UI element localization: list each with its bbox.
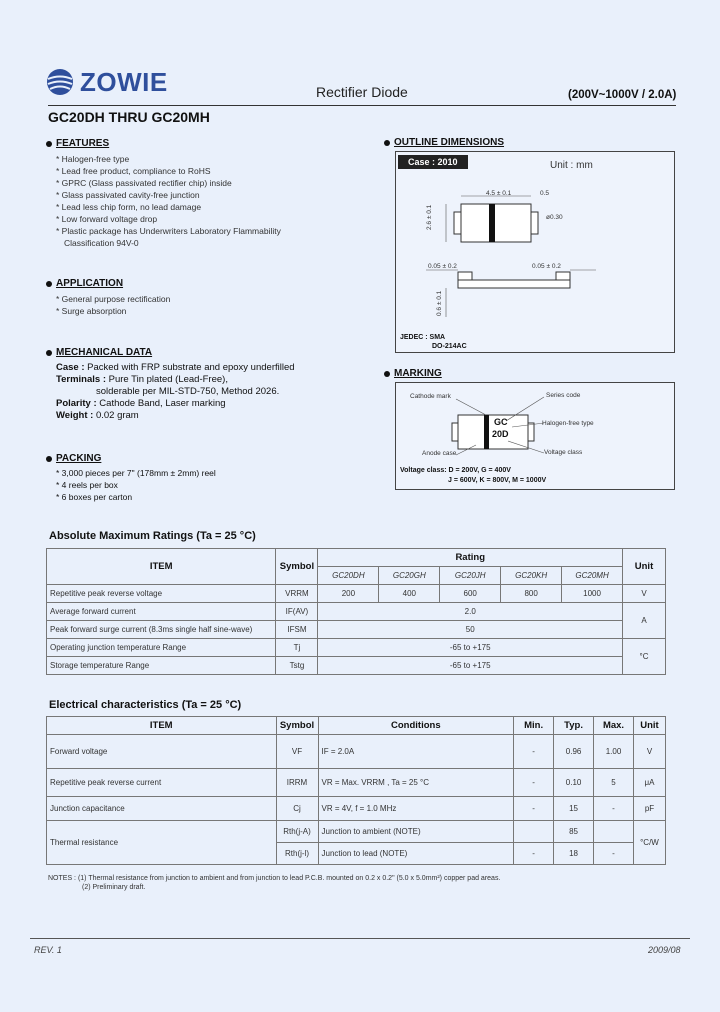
- cell-min: [514, 821, 554, 843]
- cell-conditions: VR = Max. VRRM , Ta = 25 °C: [318, 769, 514, 797]
- list-item: * Lead free product, compliance to RoHS: [56, 166, 211, 176]
- col-item: ITEM: [47, 717, 277, 735]
- table-row: [47, 639, 666, 657]
- elec-title: Electrical characteristics (Ta = 25 °C): [49, 699, 242, 711]
- page-title: GC20DH THRU GC20MH: [48, 109, 210, 125]
- cell-max: 5: [594, 769, 634, 797]
- list-item: * Surge absorption: [56, 306, 127, 316]
- zowie-logo-icon: [46, 68, 74, 96]
- cell-max: -: [594, 843, 634, 865]
- model-label: GC20DH: [318, 567, 379, 585]
- cell-value: 1000: [562, 585, 623, 603]
- cell-symbol: VRRM: [276, 585, 318, 603]
- abs-max-table: [46, 548, 666, 675]
- col-unit: Unit: [633, 717, 665, 735]
- col-max: Max.: [594, 717, 634, 735]
- cell-symbol: VF: [276, 735, 318, 769]
- document-type: Rectifier Diode: [316, 84, 408, 100]
- cell-unit: °C/W: [633, 821, 665, 865]
- section-bullet: [46, 350, 52, 356]
- col-rating: Rating: [318, 549, 623, 567]
- unit-label: Unit : mm: [550, 160, 593, 171]
- cell-typ: 18: [554, 843, 594, 865]
- list-item: * 6 boxes per carton: [56, 492, 133, 502]
- cell-min: -: [514, 735, 554, 769]
- brand-name: ZOWIE: [80, 67, 168, 97]
- dim-width: 4.5 ± 0.1: [486, 190, 512, 197]
- cell-item: Junction capacitance: [47, 797, 277, 821]
- cathode-mark-label: Cathode mark: [410, 393, 451, 400]
- dim-pad-right: 0.05 ± 0.2: [532, 263, 561, 270]
- elec-table: [46, 716, 666, 865]
- cell-value: 800: [501, 585, 562, 603]
- polarity-value: Cathode Band, Laser marking: [99, 398, 226, 409]
- mechanical-heading: MECHANICAL DATA: [56, 347, 153, 358]
- outline-heading: OUTLINE DIMENSIONS: [394, 137, 505, 148]
- features-list: [56, 153, 281, 249]
- dim-thickness: 0.6 ± 0.1: [436, 290, 443, 316]
- table-row: [47, 585, 666, 603]
- marking-heading: MARKING: [394, 368, 442, 379]
- note-1: NOTES : (1) Thermal resistance from junction to ambient and from junction to lead P.C.B. mounted on 0.2 x 0.2" (5.0 x 5.0mm²) copper pad areas.: [48, 875, 501, 882]
- cell-unit: V: [633, 735, 665, 769]
- cell-max: -: [594, 797, 634, 821]
- cell-min: -: [514, 797, 554, 821]
- table-row: [47, 621, 666, 639]
- cell-symbol: IF(AV): [276, 603, 318, 621]
- cell-item: Storage temperature Range: [47, 657, 276, 675]
- cell-unit: V: [623, 585, 666, 603]
- col-symbol: Symbol: [276, 717, 318, 735]
- dim-diameter: ø0.30: [546, 214, 563, 221]
- case-tag: Case : 2010: [398, 155, 468, 169]
- weight-value: 0.02 gram: [95, 410, 139, 421]
- mechanical-data: [56, 362, 295, 422]
- table-row: [47, 821, 666, 843]
- chip-marking-1: GC: [494, 417, 508, 427]
- polarity-label: Polarity :: [56, 398, 97, 409]
- voltage-class-line1: Voltage class: D = 200V, G = 400V: [400, 467, 511, 474]
- table-header-row: [47, 549, 666, 567]
- revision-date: 2009/08: [648, 945, 681, 955]
- dim-pad-left: 0.05 ± 0.2: [428, 263, 457, 270]
- col-symbol: Symbol: [276, 549, 318, 585]
- model-label: GC20JH: [440, 567, 501, 585]
- cell-item: Repetitive peak reverse current: [47, 769, 277, 797]
- col-conditions: Conditions: [318, 717, 514, 735]
- notes: [48, 874, 500, 892]
- cell-item: Thermal resistance: [47, 821, 277, 865]
- cell-symbol: Cj: [276, 797, 318, 821]
- terminals-value: Pure Tin plated (Lead-Free),: [108, 374, 228, 385]
- footer-divider: [30, 938, 690, 939]
- cell-typ: 85: [554, 821, 594, 843]
- cell-symbol: Tj: [276, 639, 318, 657]
- anode-case-label: Anode case: [422, 450, 457, 457]
- application-list: [56, 293, 170, 317]
- outline-drawing: [396, 152, 674, 352]
- list-item: * Halogen-free type: [56, 154, 130, 164]
- outline-diagram-box: [395, 151, 675, 353]
- model-label: GC20GH: [379, 567, 440, 585]
- cell-unit: A: [623, 603, 666, 639]
- voltage-class-line2: J = 600V, K = 800V, M = 1000V: [448, 477, 547, 484]
- section-bullet: [384, 371, 390, 377]
- cell-value: 200: [318, 585, 379, 603]
- cell-item: Peak forward surge current (8.3ms single half sine-wave): [47, 621, 276, 639]
- cell-item: Average forward current: [47, 603, 276, 621]
- table-row: [47, 797, 666, 821]
- cell-value: 2.0: [318, 603, 623, 621]
- cell-typ: 15: [554, 797, 594, 821]
- cell-unit: pF: [633, 797, 665, 821]
- halogen-type-label: Halogen-free type: [542, 420, 594, 427]
- list-item: * Plastic package has Underwriters Laboratory Flammability: [56, 226, 281, 236]
- features-heading: FEATURES: [56, 138, 110, 149]
- cell-symbol: IFSM: [276, 621, 318, 639]
- table-header-row: [47, 717, 666, 735]
- cell-symbol: Rth(j-l): [276, 843, 318, 865]
- cell-item: Repetitive peak reverse voltage: [47, 585, 276, 603]
- cell-conditions: VR = 4V, f = 1.0 MHz: [318, 797, 514, 821]
- list-item: * Glass passivated cavity-free junction: [56, 190, 200, 200]
- cell-max: [594, 821, 634, 843]
- model-label: GC20KH: [501, 567, 562, 585]
- table-row: [47, 769, 666, 797]
- jedec-label: JEDEC : SMA: [400, 334, 446, 341]
- cell-conditions: Junction to ambient (NOTE): [318, 821, 514, 843]
- cell-max: 1.00: [594, 735, 634, 769]
- case-value: Packed with FRP substrate and epoxy underfilled: [87, 362, 295, 373]
- model-label: GC20MH: [562, 567, 623, 585]
- abs-max-title: Absolute Maximum Ratings (Ta = 25 °C): [49, 530, 256, 542]
- jedec-package: DO-214AC: [432, 343, 467, 350]
- rating-summary: (200V~1000V / 2.0A): [568, 89, 677, 101]
- col-item: ITEM: [47, 549, 276, 585]
- cell-value: -65 to +175: [318, 639, 623, 657]
- table-row: [47, 603, 666, 621]
- cell-unit: °C: [623, 639, 666, 675]
- cell-value: 600: [440, 585, 501, 603]
- cell-symbol: Tstg: [276, 657, 318, 675]
- dim-height: 2.6 ± 0.1: [426, 204, 433, 230]
- cell-typ: 0.96: [554, 735, 594, 769]
- packing-list: [56, 467, 216, 503]
- cell-item: Forward voltage: [47, 735, 277, 769]
- cell-symbol: Rth(j-A): [276, 821, 318, 843]
- col-typ: Typ.: [554, 717, 594, 735]
- section-bullet: [46, 456, 52, 462]
- list-item: * General purpose rectification: [56, 294, 171, 304]
- cell-min: -: [514, 769, 554, 797]
- col-unit: Unit: [623, 549, 666, 585]
- list-item: * Lead less chip form, no lead damage: [56, 202, 202, 212]
- voltage-class-label: Voltage class: [544, 449, 583, 456]
- cell-conditions: IF = 2.0A: [318, 735, 514, 769]
- weight-label: Weight :: [56, 410, 94, 421]
- terminals-value-2: solderable per MIL-STD-750, Method 2026.: [96, 386, 280, 397]
- series-code-label: Series code: [546, 392, 581, 399]
- revision: REV. 1: [34, 945, 62, 955]
- list-item: * 3,000 pieces per 7" (178mm ± 2mm) reel: [56, 468, 216, 478]
- cell-unit: μA: [633, 769, 665, 797]
- cell-value: 400: [379, 585, 440, 603]
- cell-conditions: Junction to lead (NOTE): [318, 843, 514, 865]
- marking-diagram-box: [395, 382, 675, 490]
- table-row: [47, 735, 666, 769]
- dim-c: 0.5: [540, 190, 550, 197]
- case-label: Case :: [56, 362, 85, 373]
- section-bullet: [46, 281, 52, 287]
- application-heading: APPLICATION: [56, 278, 124, 289]
- table-row: [47, 657, 666, 675]
- list-item: * 4 reels per box: [56, 480, 118, 490]
- cell-value: 50: [318, 621, 623, 639]
- section-bullet: [384, 140, 390, 146]
- cell-item: Operating junction temperature Range: [47, 639, 276, 657]
- cell-typ: 0.10: [554, 769, 594, 797]
- terminals-label: Terminals :: [56, 374, 106, 385]
- cell-min: -: [514, 843, 554, 865]
- header-divider: [48, 105, 676, 106]
- packing-heading: PACKING: [56, 453, 102, 464]
- section-bullet: [46, 141, 52, 147]
- col-min: Min.: [514, 717, 554, 735]
- chip-marking-2: 20D: [492, 429, 509, 439]
- list-item: * GPRC (Glass passivated rectifier chip) inside: [56, 178, 232, 188]
- cell-value: -65 to +175: [318, 657, 623, 675]
- note-2: (2) Preliminary draft.: [82, 884, 146, 891]
- list-item: * Low forward voltage drop: [56, 214, 158, 224]
- cell-symbol: IRRM: [276, 769, 318, 797]
- list-item: Classification 94V-0: [64, 238, 139, 248]
